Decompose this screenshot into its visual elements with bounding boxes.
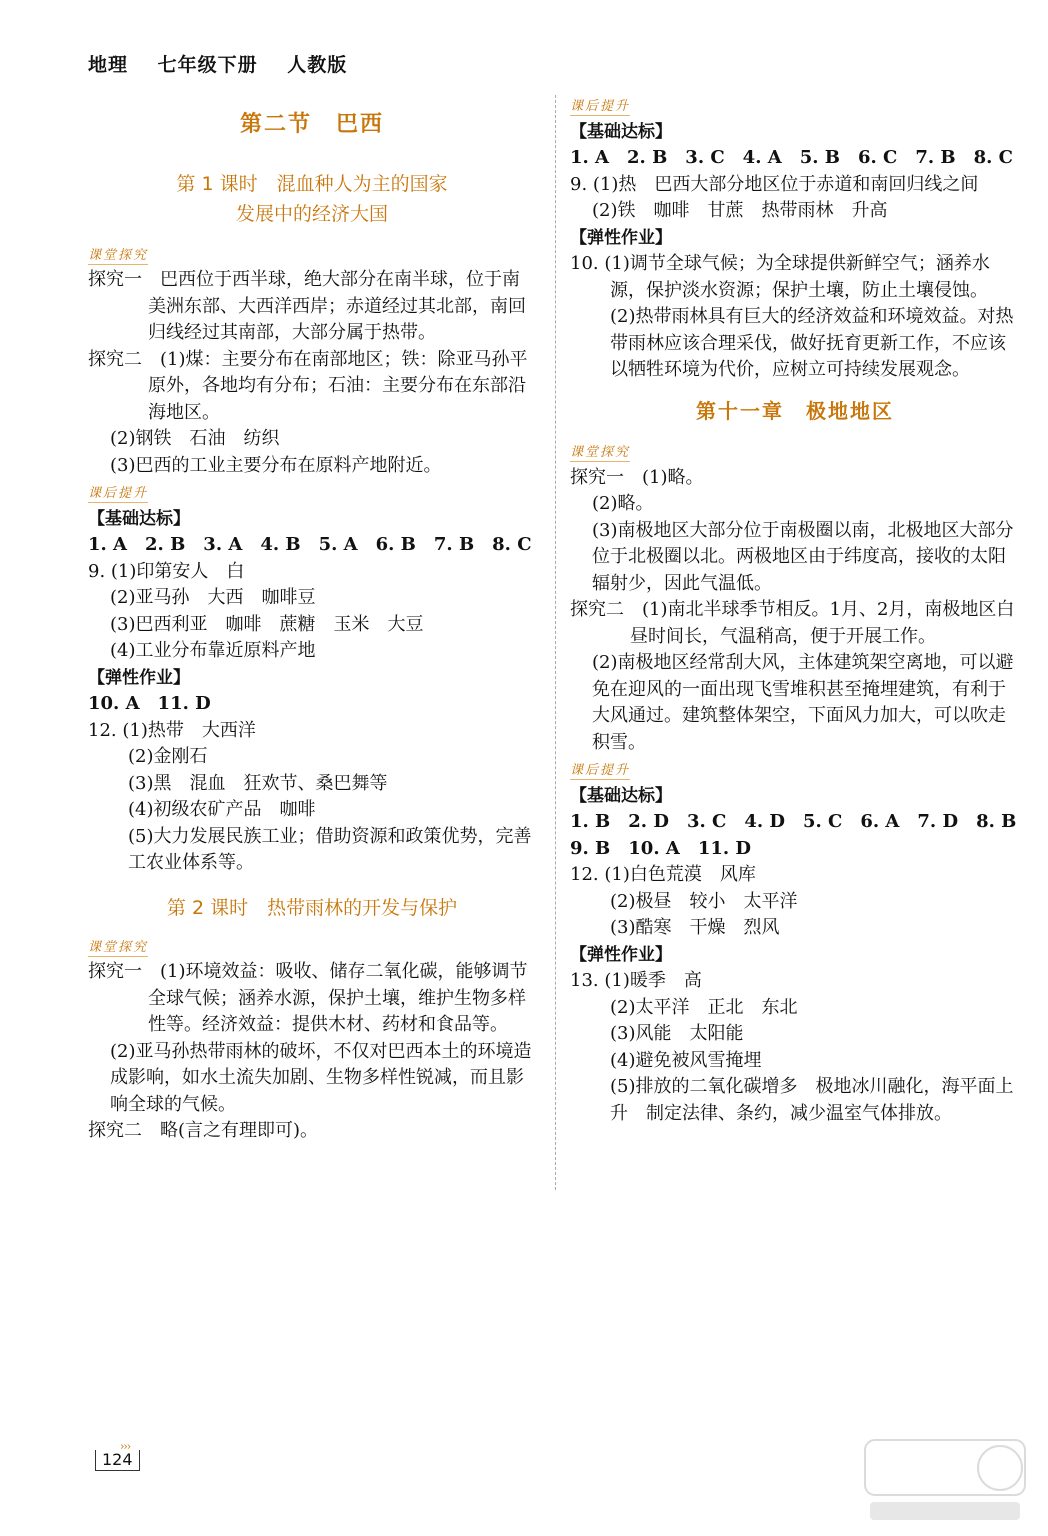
r2-elastic-3: (3)风能 太阳能 (610, 1023, 744, 1044)
r2-basic-1: 1. B 2. D 3. C 4. D 5. C 6. A 7. D 8. B (570, 811, 1017, 832)
r2-explore-2: (2)略。 (592, 493, 654, 514)
r2-basic-4: (2)极昼 较小 太平洋 (610, 890, 798, 912)
r2-elastic-1: 13. (1)暖季 高 (570, 970, 702, 991)
l1-elastic-2: 12. (1)热带 大西洋 (88, 719, 256, 741)
r2-explore-5: (2)南极地区经常刮大风，主体建筑架空离地，可以避免在迎风的一面出现飞雪堆积甚至掩埋建筑，有利于大风通过。建筑整体架空，下面风力加大，可以吹走积雪。 (592, 652, 1014, 753)
tag-ketang-tanjiu: 课堂探究 (88, 247, 149, 263)
r1-basic-1: 1. A 2. B 3. C 4. A 5. B 6. C 7. B 8. C (570, 147, 1014, 168)
elastic-label-r2: 【弹性作业】 (570, 944, 672, 965)
r1-basic-2: 9. (1)热 巴西大部分地区位于赤道和南回归线之间 (570, 173, 979, 195)
lesson1-title (88, 169, 536, 229)
r2-basic-3: 12. (1)白色荒漠 风库 (570, 864, 756, 885)
r2-explore-1: 探究一 (1)略。 (570, 466, 704, 488)
l2-explore-2: (2)亚马孙热带雨林的破坏，不仅对巴西本土的环境造成影响，如水土流失加剧、生物多样性锐减，而且影响全球的气候。 (110, 1040, 532, 1115)
elastic-label-r: 【弹性作业】 (570, 227, 672, 248)
l1-elastic-1: 10. A 11. D (88, 693, 211, 714)
r2-explore-3: (3)南极地区大部分位于南极圈以南，北极地区大部分位于北极圈以北。两极地区由于纬度高，接收的太阳辐射少，因此气温低。 (592, 519, 1014, 594)
left-column (88, 112, 536, 1145)
basic-label-r2: 【基础达标】 (570, 785, 672, 806)
watermark-icon (860, 1430, 1030, 1530)
page-arrow-icon: ››› (120, 1440, 131, 1453)
watermark-logo (860, 1430, 1030, 1530)
r1-elastic-2: (2)热带雨林具有巨大的经济效益和环境效益。对热带雨林应该合理采伐，做好抚育更新工作，不应该以牺牲环境为代价，应树立可持续发展观念。 (610, 306, 1014, 380)
r2-basic-2: 9. B 10. A 11. D (570, 837, 752, 859)
l1-basic-1: 1. A 2. B 3. A 4. B 5. A 6. B 7. B 8. C (88, 534, 532, 555)
l1-explore-4: (3)巴西的工业主要分布在原料产地附近。 (110, 454, 442, 476)
l2-explore-3: 探究二 略(言之有理即可)。 (88, 1120, 319, 1141)
r2-elastic-4: (4)避免被风雪掩埋 (610, 1049, 762, 1071)
section-title: 第二节 巴西 (239, 112, 384, 137)
tag-kehou-tisheng: 课后提升 (88, 486, 149, 501)
l2-explore-1: 探究一 (1)环境效益：吸收、储存二氧化碳，能够调节全球气候；涵养水源，保护土壤，维护生物多样性等。经济效益：提供木材、药材和食品等。 (88, 961, 528, 1035)
r2-explore-4: 探究二 (1)南北半球季节相反。1月、2月，南极地区白昼时间长，气温稍高，便于开展工作。 (570, 599, 1015, 647)
l1-elastic-3: (2)金刚石 (128, 746, 208, 767)
l1-basic-5: (4)工业分布靠近原料产地 (110, 640, 316, 661)
l1-explore-3: (2)钢铁 石油 纺织 (110, 428, 280, 449)
lesson1-title-line2: 发展中的经济大国 (235, 202, 388, 225)
r1-elastic-1: 10. (1)调节全球气候；为全球提供新鲜空气；涵养水源，保护淡水资源；保护土壤，防止土壤侵蚀。 (570, 253, 990, 301)
r2-elastic-5: (5)排放的二氧化碳增多 极地冰川融化，海平面上升 制定法律、条约，减少温室气体排放。 (610, 1076, 1014, 1124)
header-grade: 七年级下册 (157, 54, 258, 76)
l1-elastic-5: (4)初级农矿产品 咖啡 (128, 799, 316, 820)
page-header (88, 50, 369, 77)
l1-explore-1: 探究一 巴西位于西半球，绝大部分在南半球，位于南美洲东部、大西洋西岸；赤道经过其北部，南回归线经过其南部，大部分属于热带。 (88, 269, 526, 343)
l1-elastic-6: (5)大力发展民族工业；借助资源和政策优势，完善工农业体系等。 (128, 825, 532, 873)
l1-basic-2: 9. (1)印第安人 白 (88, 560, 245, 582)
header-subject: 地理 (88, 54, 129, 76)
chapter-title: 第十一章 极地地区 (696, 398, 894, 423)
r2-elastic-2: (2)太平洋 正北 东北 (610, 996, 798, 1018)
lesson1-title-line1: 第 1 课时 混血种人为主的国家 (176, 172, 448, 195)
basic-label: 【基础达标】 (88, 508, 190, 529)
header-edition: 人教版 (287, 54, 348, 76)
lesson2-title: 第 2 课时 热带雨林的开发与保护 (166, 896, 458, 919)
right-column (570, 92, 1020, 1127)
page-number: 124 (95, 1450, 140, 1471)
elastic-label: 【弹性作业】 (88, 667, 190, 688)
tag-ketang-tanjiu-r: 课堂探究 (570, 445, 631, 460)
l1-explore-2: 探究二 (1)煤：主要分布在南部地区；铁：除亚马孙平原外，各地均有分布；石油：主要分布在东部沿海地区。 (88, 348, 528, 423)
l1-basic-3: (2)亚马孙 大西 咖啡豆 (110, 587, 316, 608)
tag-ketang-tanjiu-2: 课堂探究 (88, 939, 149, 955)
basic-label-r: 【基础达标】 (570, 121, 672, 142)
r1-basic-3: (2)铁 咖啡 甘蔗 热带雨林 升高 (592, 200, 888, 221)
column-divider (555, 95, 556, 1190)
l1-elastic-4: (3)黑 混血 狂欢节、桑巴舞等 (128, 772, 388, 794)
tag-kehou-tisheng-r: 课后提升 (570, 99, 631, 114)
l1-basic-4: (3)巴西利亚 咖啡 蔗糖 玉米 大豆 (110, 613, 424, 635)
r2-basic-5: (3)酷寒 干燥 烈风 (610, 917, 780, 938)
tag-kehou-tisheng-r2: 课后提升 (570, 763, 631, 778)
